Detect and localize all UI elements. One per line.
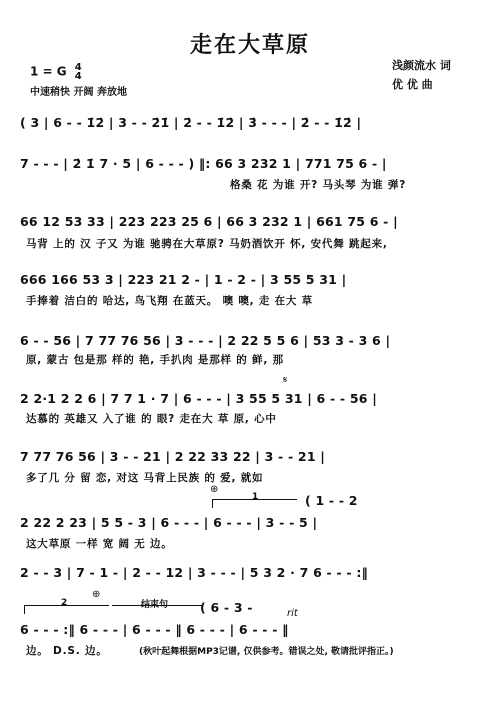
meter-top: 4 — [74, 62, 82, 73]
staff-line: 666 166 53 3 | 223 21 2 - | 1 - 2 - | 3 55 5 31 | — [20, 272, 347, 287]
lyric-line: 格桑 花 为谁 开? 马头琴 为谁 弹? — [230, 179, 407, 191]
ending-start: ( 6 - 3 - — [200, 600, 253, 615]
staff-line: 2 - - 3 | 7 - 1 - | 2 - - 12 | 3 - - - | 5 3 2 · 7 6 - - - :‖ — [20, 565, 368, 580]
rit-marking: rit — [287, 608, 298, 619]
volta-bracket — [24, 605, 25, 614]
lyric-line: 多了几 分 留 恋, 对这 马背上民族 的 爱, 就如 — [26, 472, 264, 484]
lyric-line: 原, 蒙古 包是那 样的 艳, 手扒肉 是那样 的 鲜, 那 — [26, 354, 284, 366]
transcription-note: (秋叶起舞根据MP3记谱, 仅供参考。错误之处, 敬请批评指正。) — [139, 647, 394, 657]
lyric-line: 边。 D.S. 边。 — [26, 645, 108, 657]
volta-bracket — [212, 499, 213, 508]
lyric-line: 这大草原 一样 宽 阔 无 边。 — [26, 538, 173, 550]
lyric-line: 达慕的 英雄又 入了谁 的 眼? 走在大 草 原, 心中 — [26, 413, 277, 425]
tempo-marking: 中速稍快 开阔 奔放地 — [30, 87, 127, 98]
staff-line: 2 2·1 2 2 6 | 7 7 1 · 7 | 6 - - - | 3 55 5 31 | 6 - - 56 | — [20, 391, 377, 406]
staff-line: 2 22 2 23 | 5 5 - 3 | 6 - - - | 6 - - - | 3 - - 5 | — [20, 515, 318, 530]
staff-line: 66 12 53 33 | 223 223 25 6 | 66 3 232 1 | 661 75 6 - | — [20, 214, 398, 229]
intro-tail: ( 1 - - 2 — [305, 493, 358, 508]
staff-line: 7 - - - | 2̇ 1̇ 7 · 5 | 6 - - - ) ‖: 66 3 232 1 | 771 75 6 - | — [20, 156, 387, 171]
coda-icon: ⊕ — [92, 589, 101, 600]
staff-line: 7 77 76 56 | 3 - - 21 | 2 22 33 22 | 3 - - 21 | — [20, 449, 326, 464]
segno-icon: 𝄋 — [283, 375, 288, 386]
meter-bottom: 4 — [74, 71, 82, 82]
staff-line: ( 3 | 6 - - 1̇2̇ | 3 - - 2̇1̇ | 2̇ - - 1̇2̇ | 3̇ - - - | 2̇ - - 1̇2̇ | — [20, 115, 362, 130]
staff-line: 6 - - 56 | 7 77 76 56 | 3 - - - | 2 22 5 5 6 | 53 3 - 3 6 | — [20, 333, 391, 348]
key-label: 1 = G — [30, 64, 67, 79]
time-signature — [75, 63, 82, 81]
composer-credit: 优 优 曲 — [392, 78, 433, 91]
volta-1-label: 1 — [252, 492, 259, 502]
lyricist-credit: 浅颜流水 词 — [392, 59, 451, 72]
ending-label: 结束句 — [141, 600, 169, 610]
key-signature — [30, 63, 82, 81]
volta-2-label: 2 — [61, 598, 68, 608]
lyric-line: 马背 上的 汉 子又 为谁 驰骋在大草原? 马奶酒饮开 怀, 安代舞 跳起来, — [26, 238, 388, 250]
staff-line: 6 - - - :‖ 6 - - - | 6 - - - ‖ 6 - - - | 6 - - - ‖ — [20, 622, 289, 637]
page-title: 走在大草原 — [189, 33, 310, 58]
lyric-line: 手捧着 洁白的 哈达, 鸟飞翔 在蓝天。 噢 噢, 走 在大 草 — [26, 295, 313, 307]
coda-icon: ⊕ — [210, 484, 219, 495]
